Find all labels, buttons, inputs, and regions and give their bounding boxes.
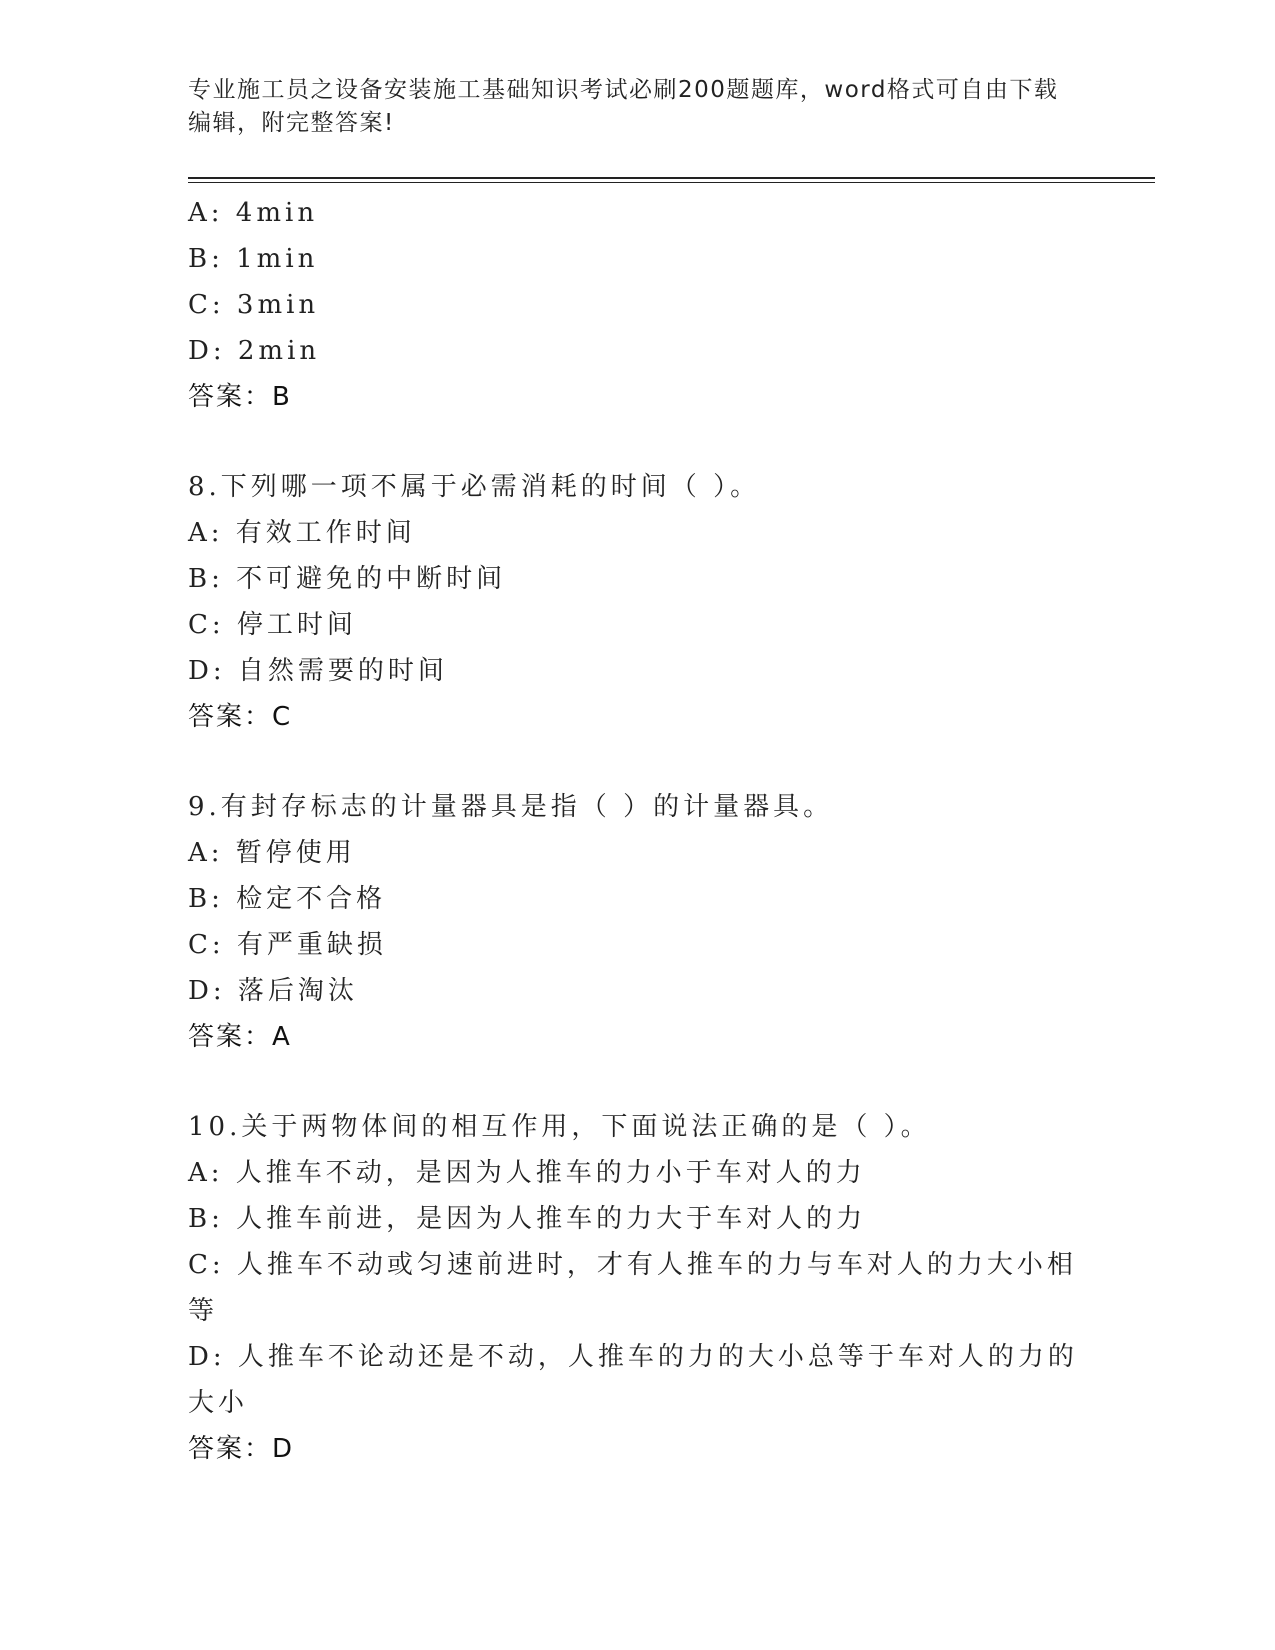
answer: 答案：D: [188, 1434, 295, 1464]
question-block-10: [188, 1104, 1088, 1472]
question-block-8: [188, 464, 1088, 740]
option-d: D: 自然需要的时间: [188, 656, 448, 686]
question-block-9: [188, 784, 1088, 1060]
header-rule-thick: [188, 177, 1155, 179]
option-a: A: 人推车不动，是因为人推车的力小于车对人的力: [188, 1158, 866, 1188]
option-d: D: 2min: [188, 336, 321, 366]
option-a: A: 4min: [188, 198, 319, 228]
option-a: A: 暂停使用: [188, 838, 356, 868]
option-b: B: 1min: [188, 244, 319, 274]
option-d: D: 人推车不论动还是不动，人推车的力的大小总等于车对人的力的大小: [188, 1342, 1078, 1418]
question-block-7: [188, 190, 1088, 420]
option-c: C: 有严重缺损: [188, 930, 387, 960]
answer: 答案：A: [188, 1022, 292, 1052]
option-d: D: 落后淘汰: [188, 976, 358, 1006]
option-c: C: 人推车不动或匀速前进时，才有人推车的力与车对人的力大小相等: [188, 1250, 1077, 1326]
question-text: 10.关于两物体间的相互作用，下面说法正确的是（ ）。: [188, 1112, 931, 1142]
option-c: C: 停工时间: [188, 610, 357, 640]
option-c: C: 3min: [188, 290, 320, 320]
question-list: [188, 190, 1088, 1472]
question-text: 8.下列哪一项不属于必需消耗的时间（ ）。: [188, 472, 761, 502]
answer: 答案：B: [188, 382, 292, 412]
option-a: A: 有效工作时间: [188, 518, 416, 548]
question-text: 9.有封存标志的计量器具是指（ ）的计量器具。: [188, 792, 834, 822]
header-rule-thin: [188, 182, 1155, 183]
option-b: B: 不可避免的中断时间: [188, 564, 507, 594]
document-header: 专业施工员之设备安装施工基础知识考试必刷200题题库，word格式可自由下载编辑，附完整答案!: [188, 77, 1059, 136]
answer: 答案：C: [188, 702, 293, 732]
option-b: B: 人推车前进，是因为人推车的力大于车对人的力: [188, 1204, 867, 1234]
option-b: B: 检定不合格: [188, 884, 387, 914]
